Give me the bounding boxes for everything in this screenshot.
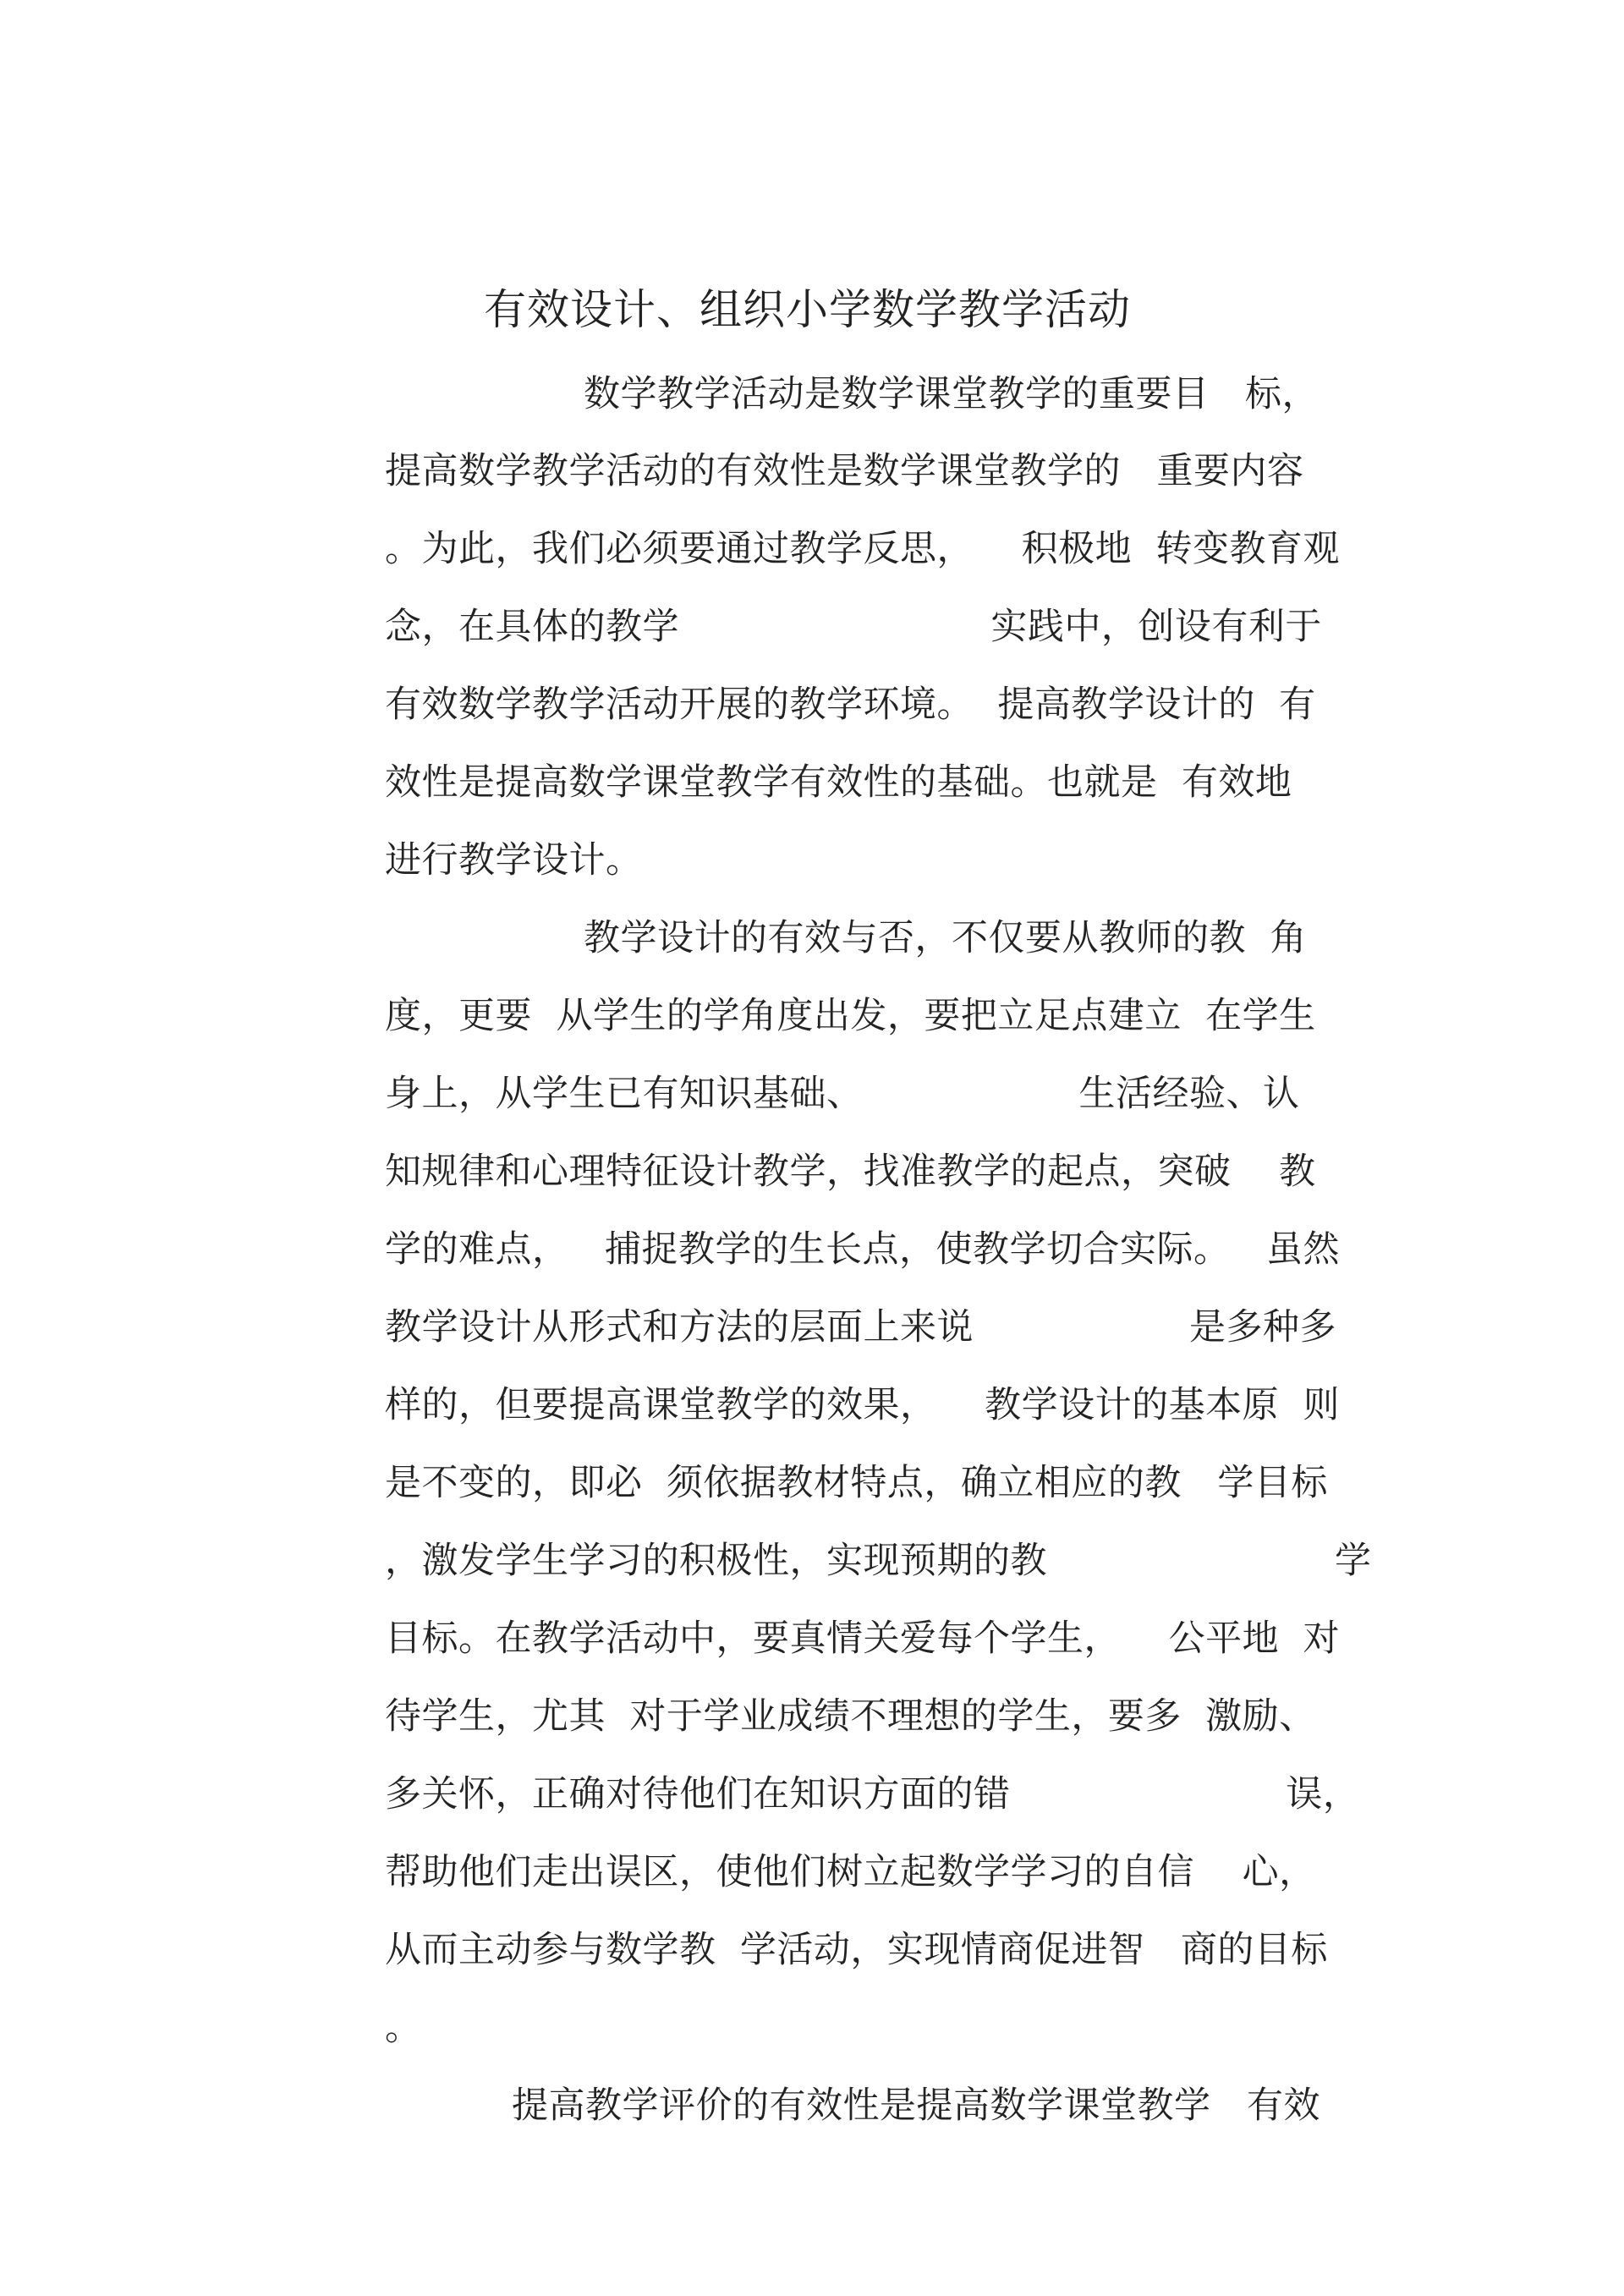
paragraph-1-line-4: 念，在具体的教学 实践中，创设有利于 (385, 606, 1322, 648)
paragraph-1-line-5: 有效数学教学活动开展的教学环境。 提高教学设计的 有 (385, 684, 1316, 726)
paragraph-2-line-15: 。 (385, 2007, 422, 2049)
paragraph-1-line-3: 。为此，我们必须要通过教学反思， 积极地 转变教育观 (385, 528, 1341, 570)
paragraph-2-line-4: 知规律和心理特征设计教学，找准教学的起点，突破 教 (385, 1151, 1316, 1193)
paragraph-2-line-11: 待学生，尤其 对于学业成绩不理想的学生，要多 激励、 (385, 1695, 1316, 1738)
paragraph-1-line-2: 提高数学教学活动的有效性是数学课堂教学的 重要内容 (385, 450, 1304, 492)
paragraph-2-line-13: 帮助他们走出误区，使他们树立起数学学习的自信 心， (385, 1851, 1316, 1893)
paragraph-2-line-3: 身上，从学生已有知识基础、 生活经验、认 (385, 1073, 1300, 1115)
paragraph-2-line-7: 样的，但要提高课堂教学的效果， 教学设计的基本原 则 (385, 1384, 1341, 1426)
paragraph-2-line-10: 目标。在教学活动中，要真情关爱每个学生， 公平地 对 (385, 1618, 1341, 1660)
paragraph-1-line-7: 进行教学设计。 (385, 839, 643, 882)
paragraph-2-line-5: 学的难点， 捕捉教学的生长点，使教学切合实际。 虽然 (385, 1228, 1341, 1271)
paragraph-2-line-2: 度，更要 从学生的学角度出发，要把立足点建立 在学生 (385, 995, 1316, 1037)
document-title: 有效设计、组织小学数学教学活动 (484, 285, 1131, 334)
paragraph-2-line-1: 教学设计的有效与否，不仅要从教师的教 角 (584, 917, 1307, 959)
paragraph-2-line-8: 是不变的，即必 须依据教材特点，确立相应的教 学目标 (385, 1462, 1328, 1504)
paragraph-3-line-1: 提高教学评价的有效性是提高数学课堂教学 有效 (512, 2085, 1321, 2127)
paragraph-2-line-14: 从而主动参与数学教 学活动，实现情商促进智 商的目标 (385, 1929, 1328, 1971)
paragraph-2-line-12: 多关怀，正确对待他们在知识方面的错 误， (385, 1773, 1360, 1815)
paragraph-2-line-9: ，激发学生学习的积极性，实现预期的教 学 (385, 1540, 1372, 1582)
paragraph-2-line-6: 教学设计从形式和方法的层面上来说 是多种多 (385, 1306, 1337, 1348)
paragraph-1-line-6: 效性是提高数学课堂教学有效性的基础。也就是 有效地 (385, 761, 1292, 804)
paragraph-1-line-1: 数学教学活动是数学课堂教学的重要目 标， (584, 373, 1320, 415)
